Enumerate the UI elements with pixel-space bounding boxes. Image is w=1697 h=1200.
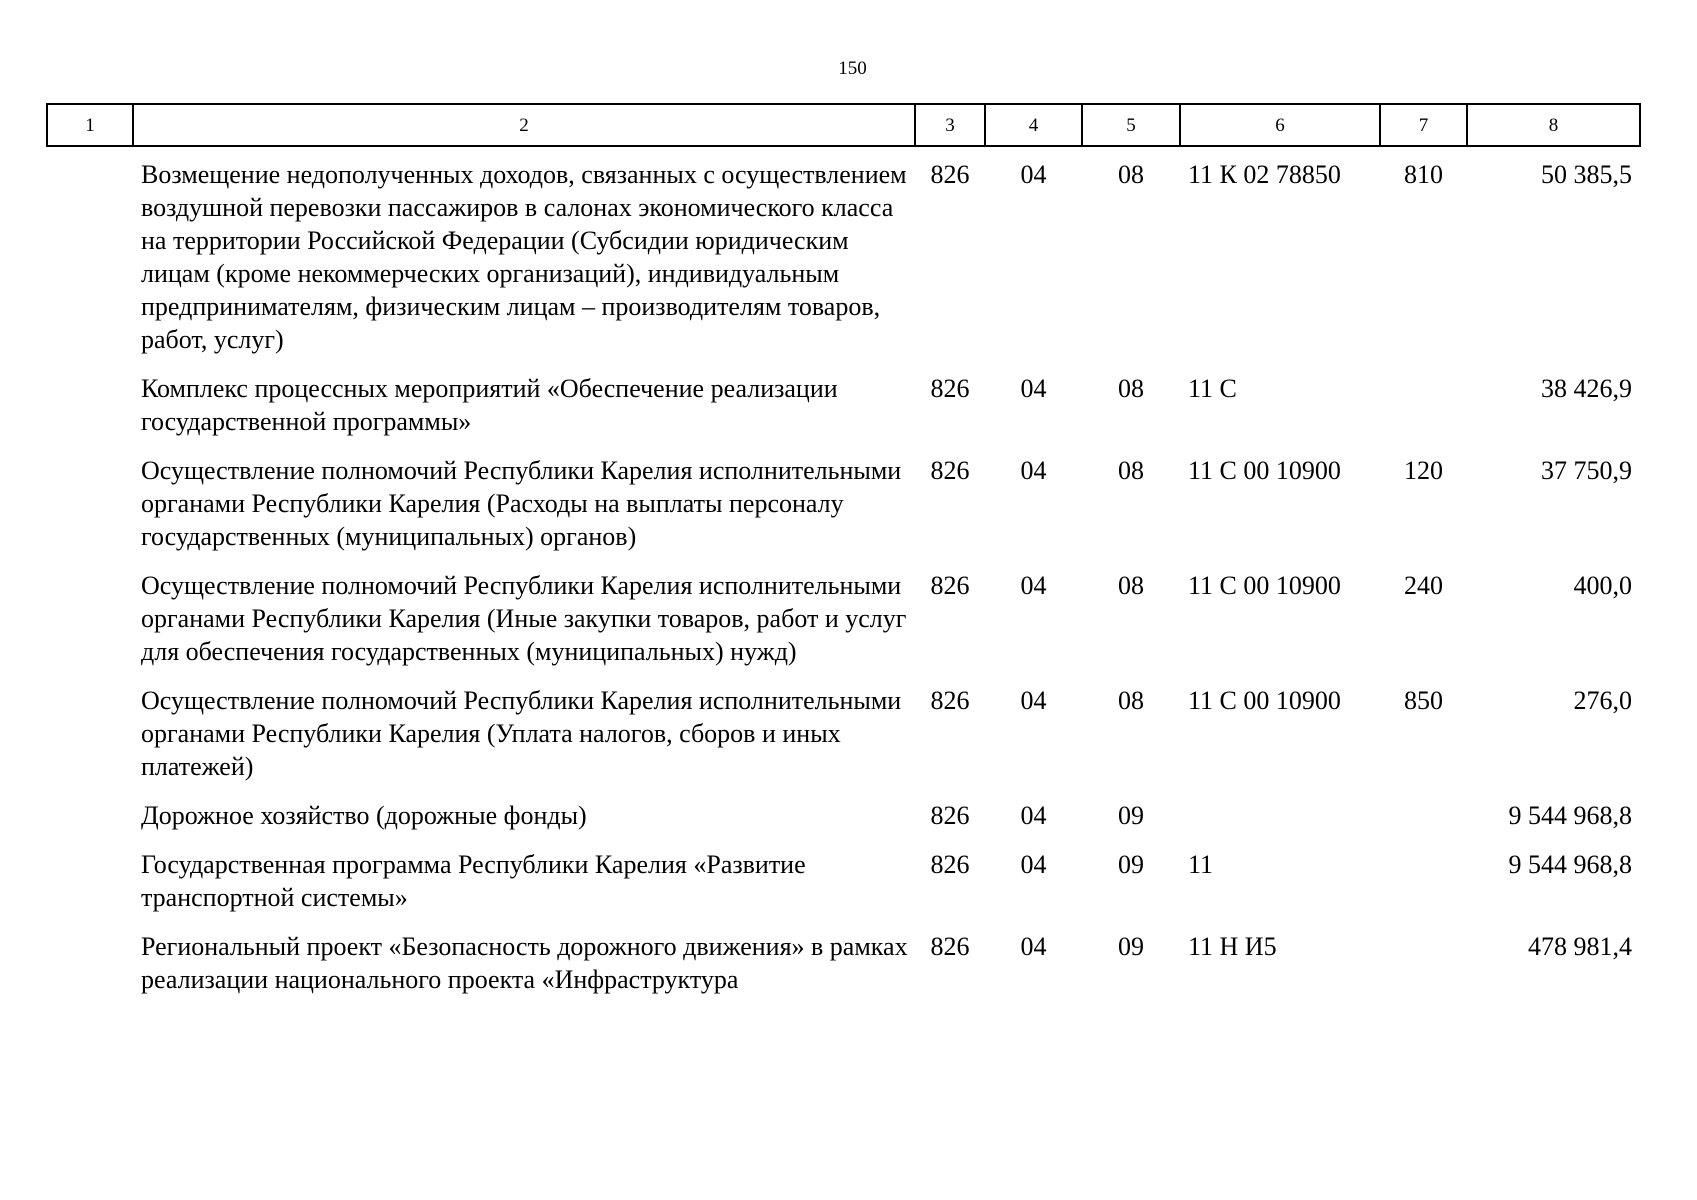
header-row xyxy=(47,104,1640,146)
cell-ministry-code: 826 xyxy=(930,374,970,403)
table-row xyxy=(47,848,1640,930)
cell-index xyxy=(47,799,133,848)
cell-subsection: 08 xyxy=(1118,456,1144,485)
table-body xyxy=(47,146,1640,1012)
column-header-1: 1 xyxy=(47,104,133,146)
table-row xyxy=(47,930,1640,1012)
cell-section: 04 xyxy=(1020,801,1047,830)
cell-name: Возмещение недополученных доходов, связанных с осуществлением воздушной перевозки пассажиров в салонах экономического класса на территории Российской Федерации (Субсидии юридическим лицам (кроме некоммерческих организаций), индивидуальным предпринимателям, физическим лицам – производителям товаров, работ, услуг) xyxy=(141,160,907,354)
cell-target-article: 11 xyxy=(1188,850,1214,879)
cell-amount: 9 544 968,8 xyxy=(1508,850,1632,879)
cell-ministry-code: 826 xyxy=(930,686,970,715)
cell-name: Осуществление полномочий Республики Карелия исполнительными органами Республики Карелия (Уплата налогов, сборов и иных платежей) xyxy=(141,686,902,781)
table-row xyxy=(47,454,1640,569)
cell-subsection: 08 xyxy=(1118,686,1144,715)
cell-section: 04 xyxy=(1020,160,1047,189)
cell-subsection: 08 xyxy=(1118,160,1144,189)
cell-section: 04 xyxy=(1020,571,1047,600)
cell-expense-type: 850 xyxy=(1404,686,1443,715)
table-header xyxy=(47,104,1640,146)
cell-amount: 478 981,4 xyxy=(1528,932,1632,961)
page-number: 150 xyxy=(838,58,867,79)
cell-subsection: 09 xyxy=(1118,932,1144,961)
cell-target-article: 11 С 00 10900 xyxy=(1188,686,1341,715)
table-row xyxy=(47,372,1640,454)
cell-index xyxy=(47,930,133,1012)
cell-name: Осуществление полномочий Республики Карелия исполнительными органами Республики Карелия (Расходы на выплаты персоналу государственных (муниципальных) органов) xyxy=(141,456,902,551)
cell-amount: 50 385,5 xyxy=(1541,160,1632,189)
cell-index xyxy=(47,372,133,454)
cell-index xyxy=(47,569,133,684)
cell-amount: 400,0 xyxy=(1573,571,1632,600)
cell-section: 04 xyxy=(1020,850,1047,879)
cell-expense-type xyxy=(1380,372,1467,454)
cell-target-article: 11 Н И5 xyxy=(1188,932,1277,961)
budget-table xyxy=(46,103,1641,1012)
table-row xyxy=(47,684,1640,799)
cell-ministry-code: 826 xyxy=(930,160,970,189)
cell-name: Региональный проект «Безопасность дорожного движения» в рамках реализации национального проекта «Инфраструктура xyxy=(141,932,908,994)
cell-section: 04 xyxy=(1020,374,1047,403)
cell-target-article xyxy=(1180,799,1380,848)
cell-expense-type xyxy=(1380,848,1467,930)
column-header-2: 2 xyxy=(133,104,915,146)
cell-section: 04 xyxy=(1020,686,1047,715)
cell-index xyxy=(47,454,133,569)
cell-subsection: 08 xyxy=(1118,571,1144,600)
cell-target-article: 11 С 00 10900 xyxy=(1188,456,1341,485)
cell-ministry-code: 826 xyxy=(930,850,970,879)
cell-expense-type xyxy=(1380,930,1467,1012)
column-header-5: 5 xyxy=(1082,104,1180,146)
column-header-7: 7 xyxy=(1380,104,1467,146)
cell-ministry-code: 826 xyxy=(930,801,970,830)
cell-target-article: 11 К 02 78850 xyxy=(1188,160,1341,189)
cell-name: Осуществление полномочий Республики Карелия исполнительными органами Республики Карелия (Иные закупки товаров, работ и услуг для обеспечения государственных (муниципальных) нужд) xyxy=(141,571,907,666)
table-row xyxy=(47,146,1640,372)
cell-index xyxy=(47,684,133,799)
cell-expense-type: 240 xyxy=(1404,571,1443,600)
cell-amount: 37 750,9 xyxy=(1541,456,1632,485)
cell-expense-type xyxy=(1380,799,1467,848)
cell-ministry-code: 826 xyxy=(930,571,970,600)
column-header-6: 6 xyxy=(1180,104,1380,146)
cell-index xyxy=(47,848,133,930)
cell-section: 04 xyxy=(1020,932,1047,961)
column-header-3: 3 xyxy=(915,104,985,146)
table-row xyxy=(47,569,1640,684)
cell-name: Дорожное хозяйство (дорожные фонды) xyxy=(141,801,587,830)
cell-section: 04 xyxy=(1020,456,1047,485)
cell-amount: 9 544 968,8 xyxy=(1508,801,1632,830)
column-header-8: 8 xyxy=(1467,104,1640,146)
cell-ministry-code: 826 xyxy=(930,456,970,485)
cell-target-article: 11 С xyxy=(1188,374,1237,403)
cell-amount: 276,0 xyxy=(1573,686,1632,715)
cell-index xyxy=(47,146,133,372)
cell-subsection: 08 xyxy=(1118,374,1144,403)
cell-ministry-code: 826 xyxy=(930,932,970,961)
cell-subsection: 09 xyxy=(1118,801,1144,830)
cell-expense-type: 810 xyxy=(1404,160,1443,189)
column-header-4: 4 xyxy=(985,104,1082,146)
cell-name: Комплекс процессных мероприятий «Обеспечение реализации государственной программы» xyxy=(141,374,838,436)
table-row xyxy=(47,799,1640,848)
cell-target-article: 11 С 00 10900 xyxy=(1188,571,1341,600)
cell-amount: 38 426,9 xyxy=(1541,374,1632,403)
cell-name: Государственная программа Республики Карелия «Развитие транспортной системы» xyxy=(141,850,806,912)
cell-expense-type: 120 xyxy=(1404,456,1443,485)
cell-subsection: 09 xyxy=(1118,850,1144,879)
